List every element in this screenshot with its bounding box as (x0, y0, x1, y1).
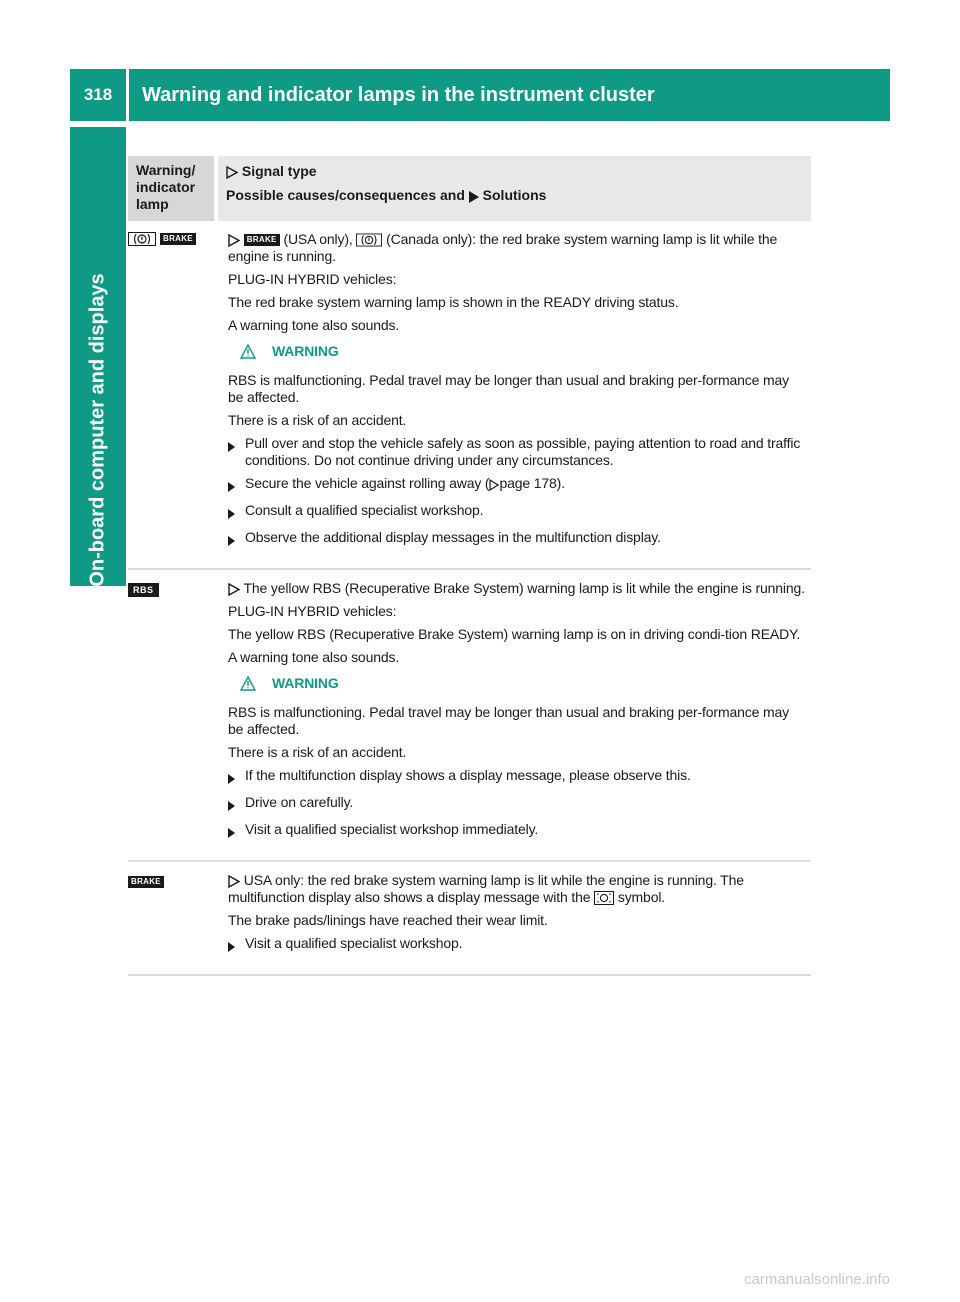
brake-circle-icon (356, 233, 382, 247)
page-title: Warning and indicator lamps in the instrument cluster (129, 69, 890, 121)
page-reference-link[interactable]: page 178). (499, 475, 565, 491)
table-row (128, 570, 811, 862)
warning-triangle-icon (240, 676, 256, 691)
signal-type-icon (228, 875, 240, 888)
lead-text: USA only: the red brake system warning lamp is lit while the engine is running. The multifunction display also shows a display message with the (228, 872, 744, 905)
table-header (128, 156, 811, 221)
lamp-cell (128, 862, 228, 974)
signal-type-icon (226, 166, 238, 179)
description-cell (228, 862, 811, 974)
warning-lamps-table (128, 156, 811, 976)
col-header-causes: Possible causes/consequences and (226, 187, 465, 203)
body-text: The yellow RBS (Recuperative Brake System) warning lamp is on in driving condi-tion READY. (228, 626, 801, 642)
warning-triangle-icon (240, 344, 256, 359)
table-row (128, 221, 811, 570)
body-text: A warning tone also sounds. (228, 317, 400, 333)
body-text: PLUG-IN HYBRID vehicles: (228, 603, 397, 619)
solution-arrow-icon (228, 828, 235, 838)
solution-arrow-icon (228, 509, 235, 519)
warning-text: RBS is malfunctioning. Pedal travel may be longer than usual and braking per-formance may be affected. (228, 372, 789, 405)
warning-text: There is a risk of an accident. (228, 744, 407, 760)
col-header-signal-type: Signal type (241, 163, 317, 179)
warning-heading: WARNING (240, 343, 805, 360)
col-header-lamp: Warning/ indicator lamp (128, 156, 214, 221)
solution-step: Pull over and stop the vehicle safely as soon as possible, paying attention to road and traffic conditions. Do not continue driving under any circumstances. (228, 435, 805, 469)
page-reference-icon (489, 479, 499, 491)
brake-lamp-icon: BRAKE (244, 234, 280, 246)
solution-arrow-icon (228, 942, 235, 952)
body-text: A warning tone also sounds. (228, 649, 400, 665)
solution-arrow-icon (228, 482, 235, 492)
solution-arrow-icon (228, 536, 235, 546)
solution-step: If the multifunction display shows a display message, please observe this. (228, 767, 805, 788)
col-header-signal (218, 156, 811, 221)
solution-arrow-icon (228, 801, 235, 811)
solution-step: Visit a qualified specialist workshop immediately. (228, 821, 805, 842)
solution-step: Observe the additional display messages in the multifunction display. (228, 529, 805, 550)
body-text: The red brake system warning lamp is shown in the READY driving status. (228, 294, 679, 310)
table-row (128, 862, 811, 976)
lead-text: (Canada only): the red brake system warning lamp is lit while the engine is running. (228, 231, 778, 264)
watermark: carmanualsonline.info (744, 1271, 890, 1288)
brake-circle-icon (128, 232, 156, 246)
signal-type-icon (228, 234, 240, 247)
lamp-cell (128, 221, 228, 568)
warning-heading: WARNING (240, 675, 805, 692)
warning-text: RBS is malfunctioning. Pedal travel may be longer than usual and braking per-formance may be affected. (228, 704, 789, 737)
description-cell (228, 221, 811, 568)
solution-step: Visit a qualified specialist workshop. (228, 935, 805, 956)
lead-text: The yellow RBS (Recuperative Brake System) warning lamp is lit while the engine is running. (243, 580, 805, 596)
brake-wear-icon (594, 891, 614, 905)
signal-type-icon (228, 583, 240, 596)
rbs-lamp-icon: RBS (128, 583, 159, 597)
solution-step: Consult a qualified specialist workshop. (228, 502, 805, 523)
brake-lamp-icon: BRAKE (160, 233, 196, 245)
col-header-solutions: Solutions (482, 187, 547, 203)
description-cell (228, 570, 811, 860)
warning-text: There is a risk of an accident. (228, 412, 407, 428)
solution-step: Drive on carefully. (228, 794, 805, 815)
lamp-cell (128, 570, 228, 860)
body-text: PLUG-IN HYBRID vehicles: (228, 271, 397, 287)
lead-text: symbol. (617, 889, 666, 905)
section-tab-label: On-board computer and displays (86, 273, 109, 587)
solution-step: Secure the vehicle against rolling away ( page 178). (228, 475, 805, 496)
solution-arrow-icon (469, 191, 479, 203)
solution-arrow-icon (228, 774, 235, 784)
solution-arrow-icon (228, 442, 235, 452)
brake-lamp-icon: BRAKE (128, 876, 164, 888)
lead-text: (USA only), (283, 231, 353, 247)
body-text: The brake pads/linings have reached their wear limit. (228, 912, 548, 928)
page-number: 318 (70, 69, 126, 121)
